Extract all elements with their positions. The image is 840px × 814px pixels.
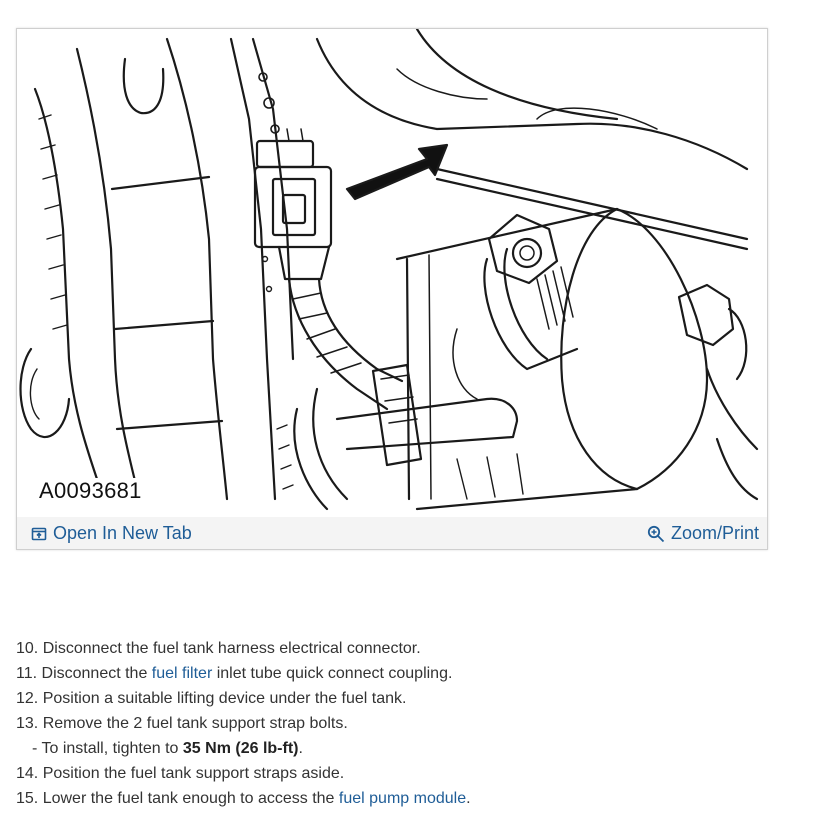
step-number: 10. (16, 640, 39, 657)
fuel-pump-module-link[interactable]: fuel pump module (338, 790, 467, 807)
step-number: 12. (16, 690, 39, 707)
step-text: Disconnect the (41, 665, 152, 682)
step-number: 14. (16, 765, 39, 782)
step-number: 15. (16, 790, 39, 807)
step-text: Position a suitable lifting device under the fuel tank. (42, 690, 407, 707)
open-new-tab-icon (31, 526, 47, 542)
step-12 (16, 686, 816, 711)
step-13-substep (16, 736, 816, 761)
zoom-print-button[interactable] (647, 523, 759, 544)
figure-toolbar (17, 517, 767, 549)
step-text: Position the fuel tank support straps aside. (42, 765, 345, 782)
step-number: 11. (16, 665, 38, 682)
substep-text: - To install, tighten to (32, 740, 183, 757)
open-in-new-tab-button[interactable] (31, 523, 192, 544)
step-text: . (466, 790, 471, 807)
figure-label: A0093681 (39, 478, 142, 503)
step-15 (16, 786, 816, 811)
step-text: Disconnect the fuel tank harness electrical connector. (42, 640, 421, 657)
figure-card (16, 28, 768, 550)
zoom-in-icon (647, 525, 665, 543)
substep-text: . (298, 740, 303, 757)
step-11 (16, 661, 816, 686)
procedure-steps (16, 636, 816, 811)
diagram-illustration[interactable] (17, 29, 767, 517)
open-in-new-tab-label: Open In New Tab (53, 523, 192, 543)
step-text: Remove the 2 fuel tank support strap bolts. (42, 715, 348, 732)
step-text: Lower the fuel tank enough to access the (42, 790, 339, 807)
step-text: inlet tube quick connect coupling. (212, 665, 453, 682)
step-number: 13. (16, 715, 39, 732)
step-13 (16, 711, 816, 736)
step-14 (16, 761, 816, 786)
torque-spec: 35 Nm (26 lb-ft) (182, 740, 299, 757)
step-10 (16, 636, 816, 661)
fuel-filter-link[interactable]: fuel filter (151, 665, 213, 682)
zoom-print-label: Zoom/Print (670, 523, 759, 543)
